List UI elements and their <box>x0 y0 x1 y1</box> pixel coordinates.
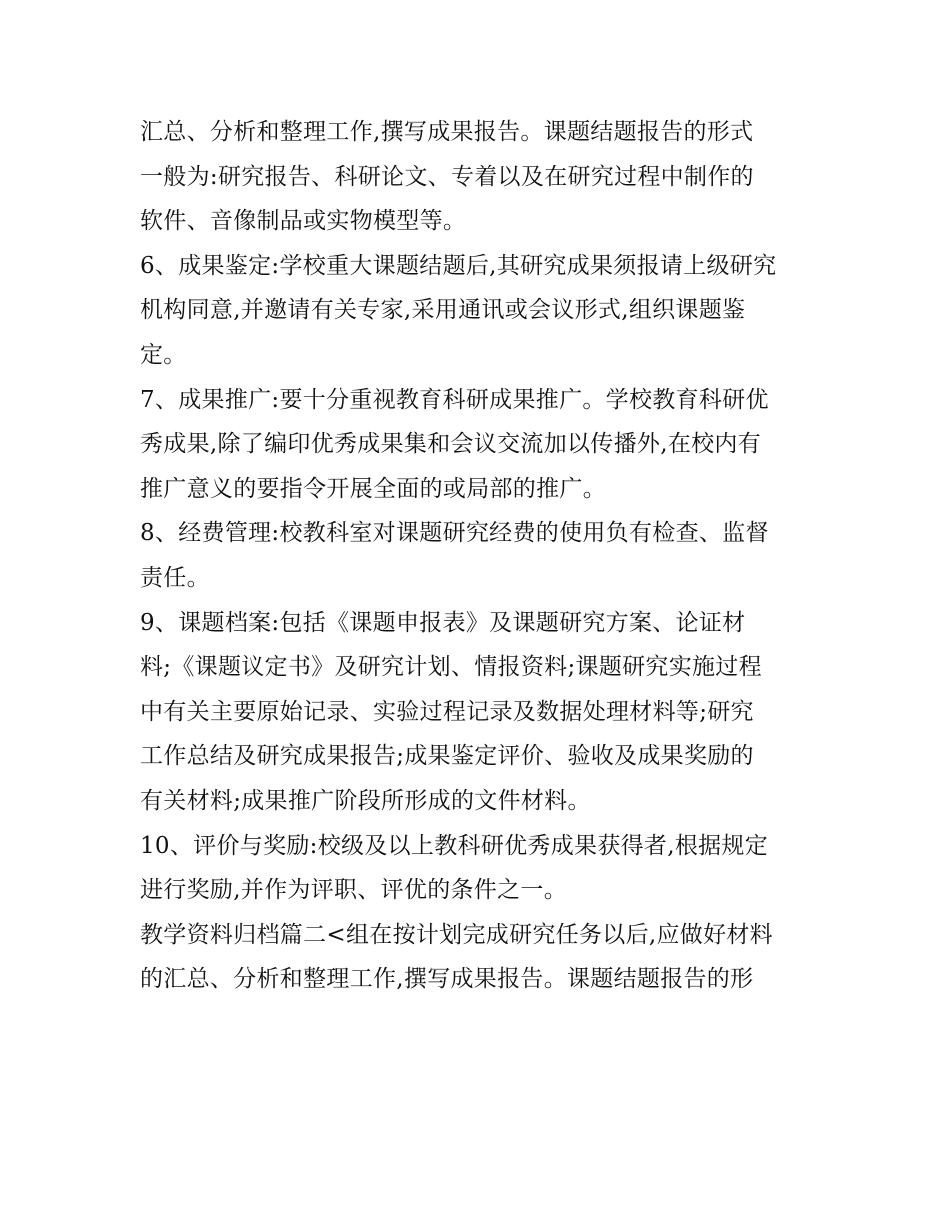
text-line-5: 机构同意,并邀请有关专家,采用通讯或会议形式,组织课题鉴 <box>140 297 746 324</box>
text-line-10: 8、经费管理:校教科室对课题研究经费的使用负有检查、监督 <box>140 520 769 547</box>
text-line-19: 教学资料归档篇二<组在按计划完成研究任务以后,应做好材料 <box>140 921 773 948</box>
text-line-3: 软件、音像制品或实物模型等。 <box>140 208 467 235</box>
text-line-15: 工作总结及研究成果报告;成果鉴定评价、验收及成果奖励的 <box>140 743 754 770</box>
text-line-8: 秀成果,除了编印优秀成果集和会议交流加以传播外,在校内有 <box>140 431 762 458</box>
text-line-6: 定。 <box>140 341 187 368</box>
text-line-7: 7、成果推广:要十分重视教育科研成果推广。学校教育科研优 <box>140 386 769 413</box>
text-line-12: 9、课题档案:包括《课题申报表》及课题研究方案、论证材 <box>140 609 746 636</box>
text-line-4: 6、成果鉴定:学校重大课题结题后,其研究成果须报请上级研究 <box>140 252 777 279</box>
body-text <box>140 110 820 1002</box>
text-line-2: 一般为:研究报告、科研论文、专着以及在研究过程中制作的 <box>140 163 754 190</box>
text-line-16: 有关材料;成果推广阶段所形成的文件材料。 <box>140 787 591 814</box>
text-line-13: 料;《课题议定书》及研究计划、情报资料;课题研究实施过程 <box>140 654 762 681</box>
text-line-17: 10、评价与奖励:校级及以上教科研优秀成果获得者,根据规定 <box>140 832 769 859</box>
text-line-1: 汇总、分析和整理工作,撰写成果报告。课题结题报告的形式 <box>140 119 754 145</box>
text-line-18: 进行奖励,并作为评职、评优的条件之一。 <box>140 877 568 904</box>
text-line-14: 中有关主要原始记录、实验过程记录及数据处理材料等;研究 <box>140 698 754 725</box>
text-line-20: 的汇总、分析和整理工作,撰写成果报告。课题结题报告的形 <box>140 966 754 993</box>
text-line-11: 责任。 <box>140 564 210 591</box>
text-line-9: 推广意义的要指令开展全面的或局部的推广。 <box>140 475 606 502</box>
